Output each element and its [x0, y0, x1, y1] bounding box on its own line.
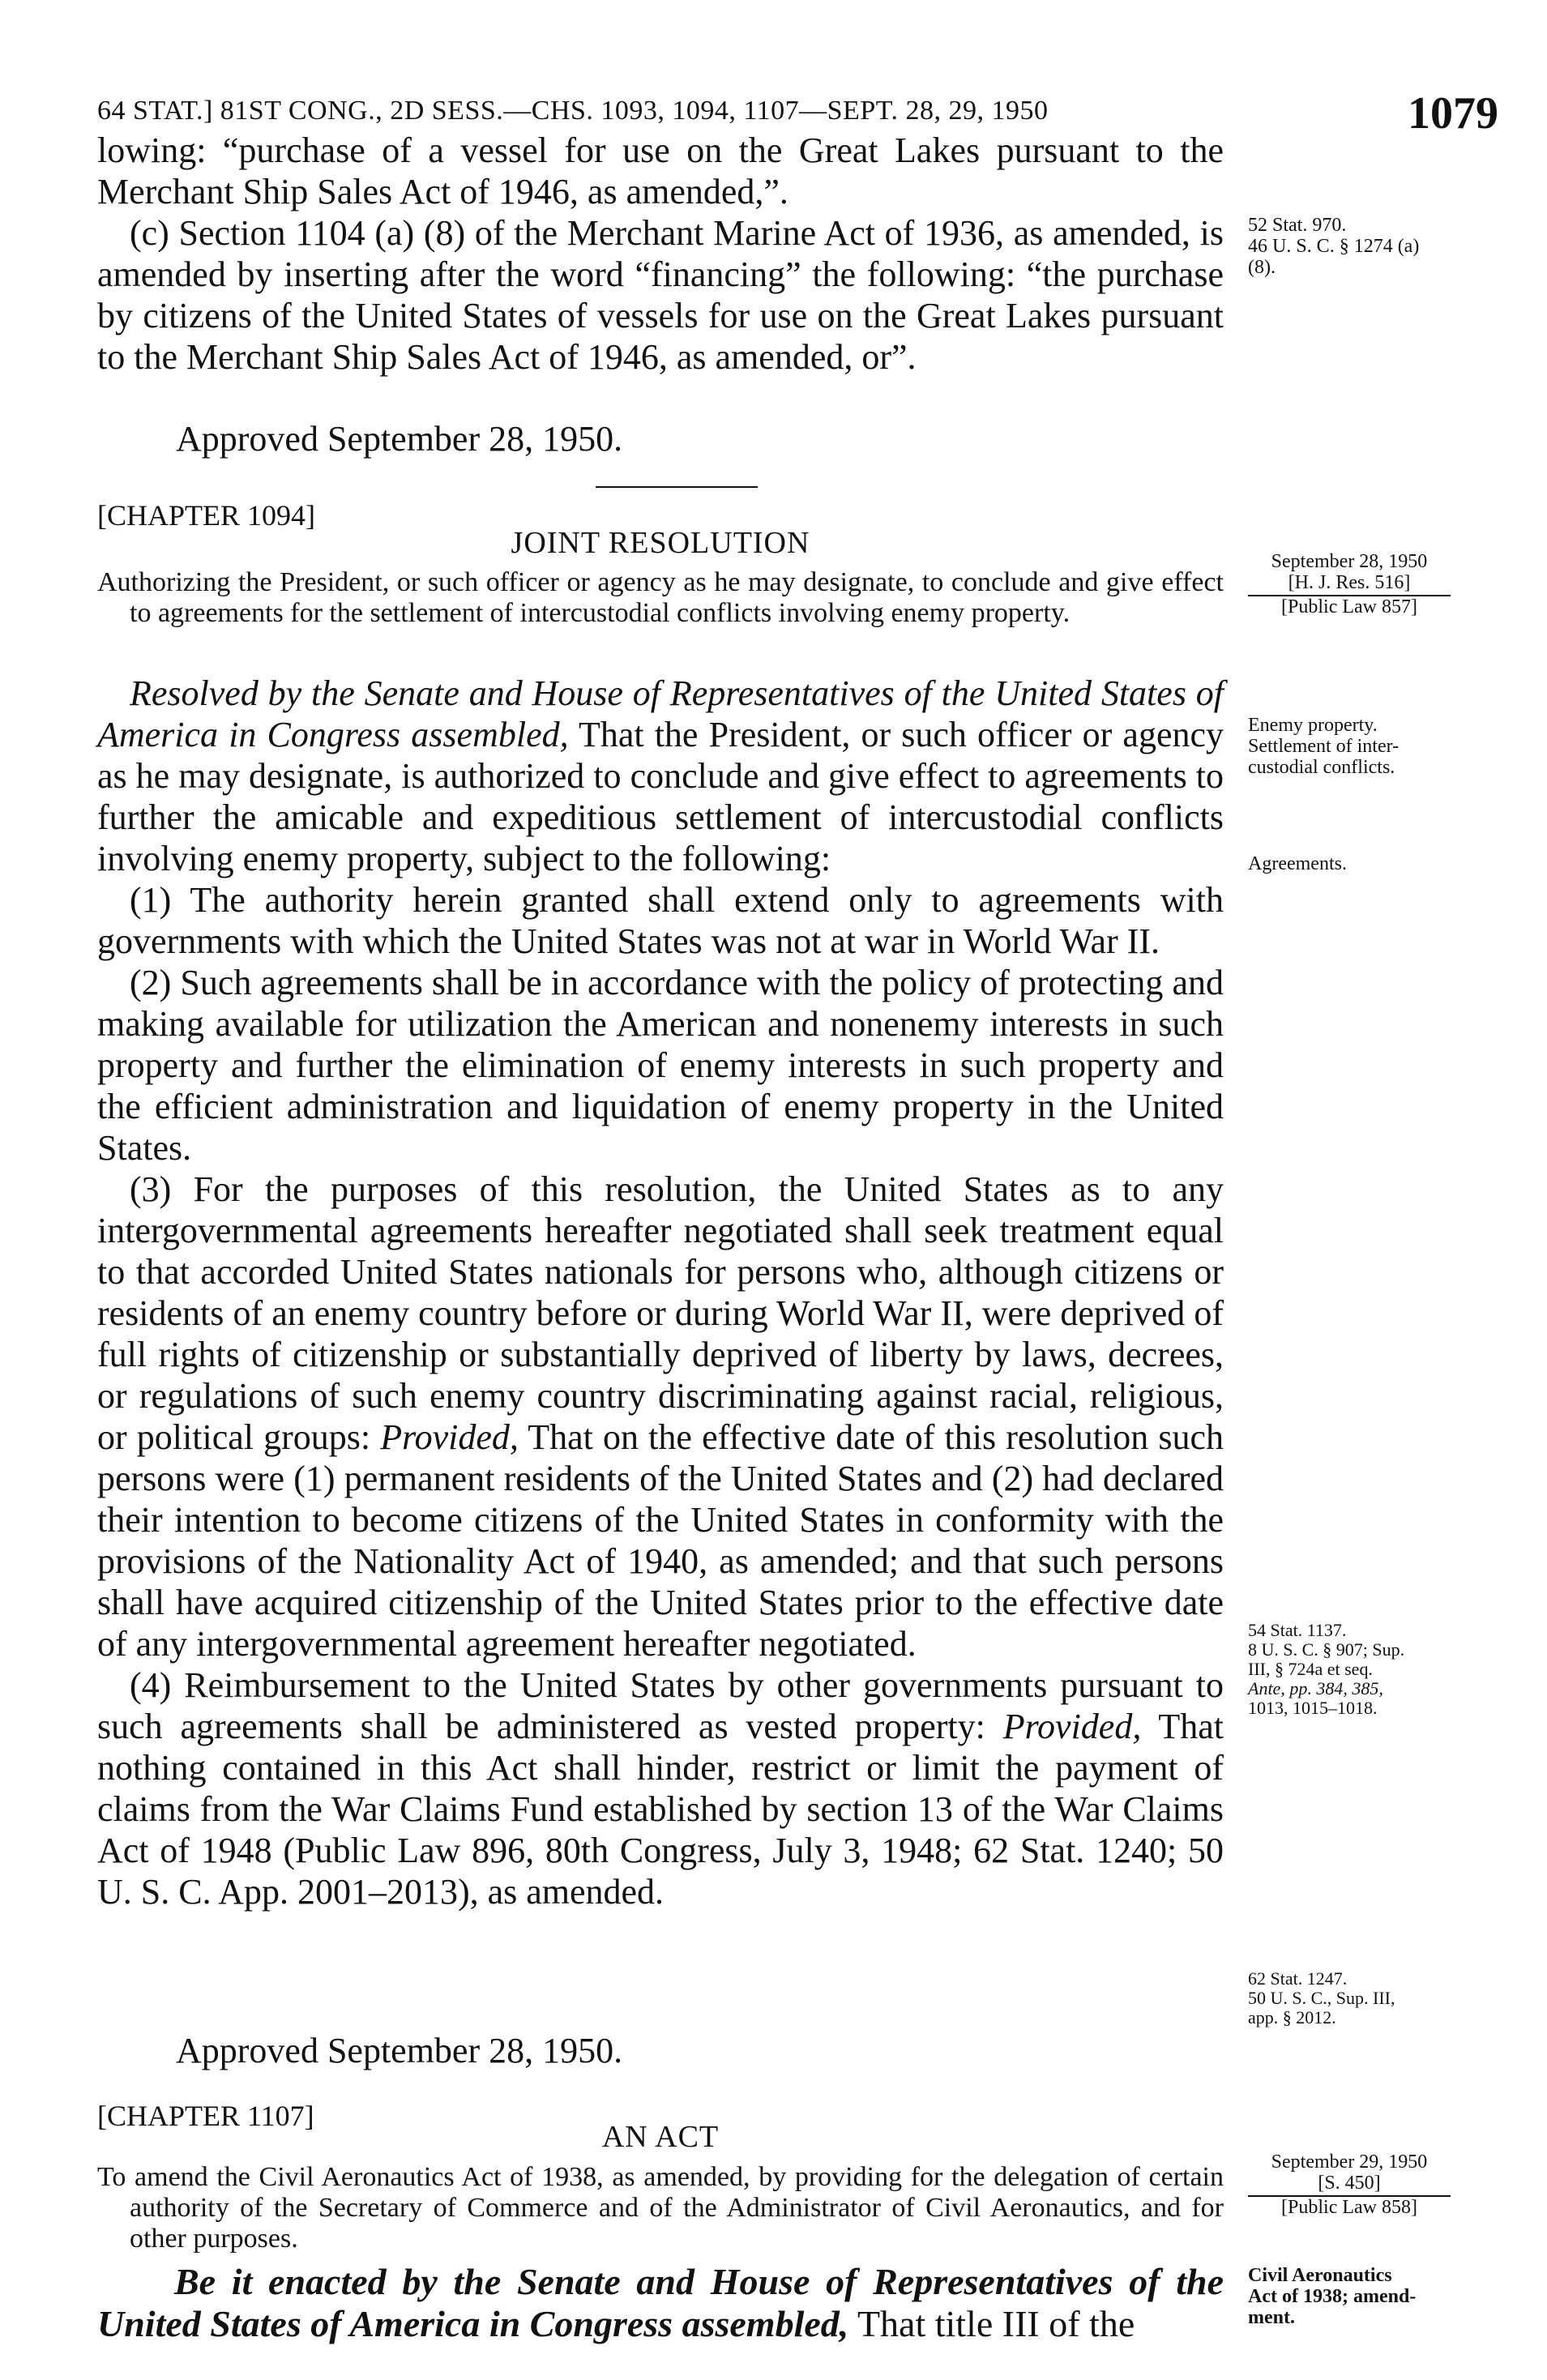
section-divider	[596, 486, 758, 488]
page-number: 1079	[1408, 88, 1498, 139]
side-line: 8 U. S. C. § 907; Sup.	[1248, 1639, 1405, 1660]
ch1093-margin-note	[1248, 215, 1532, 278]
side-line: 50 U. S. C., Sup. III,	[1248, 1988, 1395, 2008]
side-line: 1013, 1015–1018.	[1248, 1698, 1378, 1718]
ch1107-date-note	[1248, 2151, 1451, 2218]
ch1107-heading: AN ACT	[601, 2120, 720, 2154]
ch1094-date-note	[1248, 551, 1451, 617]
item4-part-b: That nothing contained in this Act shall hinder, restrict or limit the payment of claims from the War Claims Fund established by section 13 of the War Claims Act of 1948 (Public Law 896, 80th Congress, July 3, 1948; 62 Stat. 1240; 50 U. S. C. App. 2001–2013), as amended.	[97, 1707, 1224, 1912]
item4-part-a: (4) Reimbursement to the United States by other governments pursuant to such agreements shall be administered as vested property:	[97, 1665, 1224, 1746]
ch1094-purpose	[97, 567, 1224, 629]
resolved-italic: Resolved by the Senate and House of Representatives of the United States of America in Congress assembled,	[97, 673, 1224, 754]
item3-part-b: That on the effective date of this resolution such persons were (1) permanent residents of the United States and (2) had declared their intention to become citizens of the United States in conformity with the provisions of the Nationality Act of 1940, as amended; and that such persons shall have acquired citizenship of the United States prior to the effective date of any intergovernmental agreement hereafter negotiated.	[97, 1417, 1224, 1664]
ch1094-item-3	[97, 1169, 1224, 1664]
bill-line: [H. J. Res. 516]	[1248, 572, 1451, 596]
ch1094-item-4	[97, 1664, 1224, 1912]
ch1093-approved: Approved September 28, 1950.	[176, 419, 623, 459]
public-law-line: [Public Law 857]	[1281, 596, 1417, 617]
ch1094-approved: Approved September 28, 1950.	[176, 2031, 623, 2070]
side-enemy-property	[1248, 715, 1532, 778]
ch1107-purpose	[97, 2162, 1224, 2254]
public-law-line: [Public Law 858]	[1281, 2197, 1417, 2218]
item4-provided: Provided,	[1002, 1707, 1142, 1746]
side-line: III, § 724a et seq.	[1248, 1659, 1373, 1679]
side-civil-aeronautics	[1248, 2265, 1532, 2328]
side-line: custodial conflicts.	[1248, 757, 1395, 778]
ch1093-para-1: lowing: “purchase of a vessel for use on the Great Lakes pursuant to the Merchant Ship Sales Act of 1946, as amended,”.	[97, 130, 1224, 212]
ch1094-purpose-text: Authorizing the President, or such officer or agency as he may designate, to conclude and give effect to agreements for the settlement of intercustodial conflicts involving enemy property.	[97, 567, 1224, 628]
date-line: September 28, 1950	[1271, 551, 1428, 572]
ch1107-purpose-text: To amend the Civil Aeronautics Act of 1938, as amended, by providing for the delegation of certain authority of the Secretary of Commerce and of the Administrator of Civil Aeronautics, and for other purposes.	[97, 2162, 1224, 2254]
bill-line: [S. 450]	[1248, 2173, 1451, 2197]
ch1107-chapter-label: [CHAPTER 1107]	[97, 2100, 314, 2132]
side-line: app. § 2012.	[1248, 2007, 1336, 2027]
ch1094-chapter-label: [CHAPTER 1094]	[97, 499, 315, 532]
ch1094-body	[97, 673, 1224, 1912]
side-line: Enemy property.	[1248, 715, 1378, 736]
enact-italic: Be it enacted by the Senate and House of Representatives of the United States of America in Congress assembled,	[97, 2261, 1224, 2344]
ch1094-item-2: (2) Such agreements shall be in accordance with the policy of protecting and making available for utilization the American and nonenemy interests in such property and further the elimination of enemy interests in such property and the efficient administration and liquidation of enemy property in the United States.	[97, 963, 1224, 1168]
side-nationality-act	[1248, 1621, 1532, 1718]
side-line: Civil Aeronautics	[1248, 2265, 1392, 2286]
side-line: 54 Stat. 1137.	[1248, 1620, 1347, 1640]
item3-provided: Provided,	[380, 1417, 519, 1457]
margin-line: 52 Stat. 970.	[1248, 215, 1347, 236]
enact-rest: That title III of the	[848, 2303, 1135, 2344]
margin-line: 46 U. S. C. § 1274 (a)	[1248, 236, 1420, 257]
ch1093-para-2: (c) Section 1104 (a) (8) of the Merchant Marine Act of 1936, as amended, is amended by inserting after the word “financing” the following: “the purchase by citizens of the United States of vessels for use on the Great Lakes pursuant to the Merchant Ship Sales Act of 1946, as amended, or”.	[97, 213, 1224, 377]
running-head: 64 STAT.] 81ST CONG., 2D SESS.—CHS. 1093, 1094, 1107—SEPT. 28, 29, 1950	[97, 96, 1049, 126]
side-agreements: Agreements.	[1248, 853, 1347, 874]
side-line: Act of 1938; amend-	[1248, 2286, 1417, 2307]
ch1093-text	[97, 130, 1224, 378]
item3-part-a: (3) For the purposes of this resolution, the United States as to any intergovernmental agreements hereafter negotiated shall seek treatment equal to that accorded United States nationals for persons who, although citizens or residents of an enemy country before or during World War II, were deprived of full rights of citizenship or substantially deprived of liberty by laws, decrees, or regulations of such enemy country discriminating against racial, religious, or political groups:	[97, 1169, 1224, 1457]
side-war-claims	[1248, 1969, 1532, 2027]
ch1094-item-1: (1) The authority herein granted shall extend only to agreements with governments with which the United States was not at war in World War II.	[97, 880, 1224, 961]
ch1107-enacting-clause	[97, 2261, 1224, 2345]
side-line: Settlement of inter-	[1248, 736, 1400, 757]
date-line: September 29, 1950	[1271, 2151, 1428, 2173]
side-line: ment.	[1248, 2307, 1295, 2328]
resolved-rest: That the President, or such officer or agency as he may designate, is authorized to conclude and give effect to agreements to further the amicable and expeditious settlement of intercustodial conflicts involving enemy property, subject to the following:	[97, 715, 1224, 878]
side-line: Ante, pp. 384, 385,	[1248, 1678, 1383, 1698]
ch1094-heading: JOINT RESOLUTION	[511, 526, 810, 560]
ch1094-resolving-clause	[97, 673, 1224, 879]
margin-line: (8).	[1248, 257, 1276, 278]
side-line: 62 Stat. 1247.	[1248, 1968, 1348, 1989]
